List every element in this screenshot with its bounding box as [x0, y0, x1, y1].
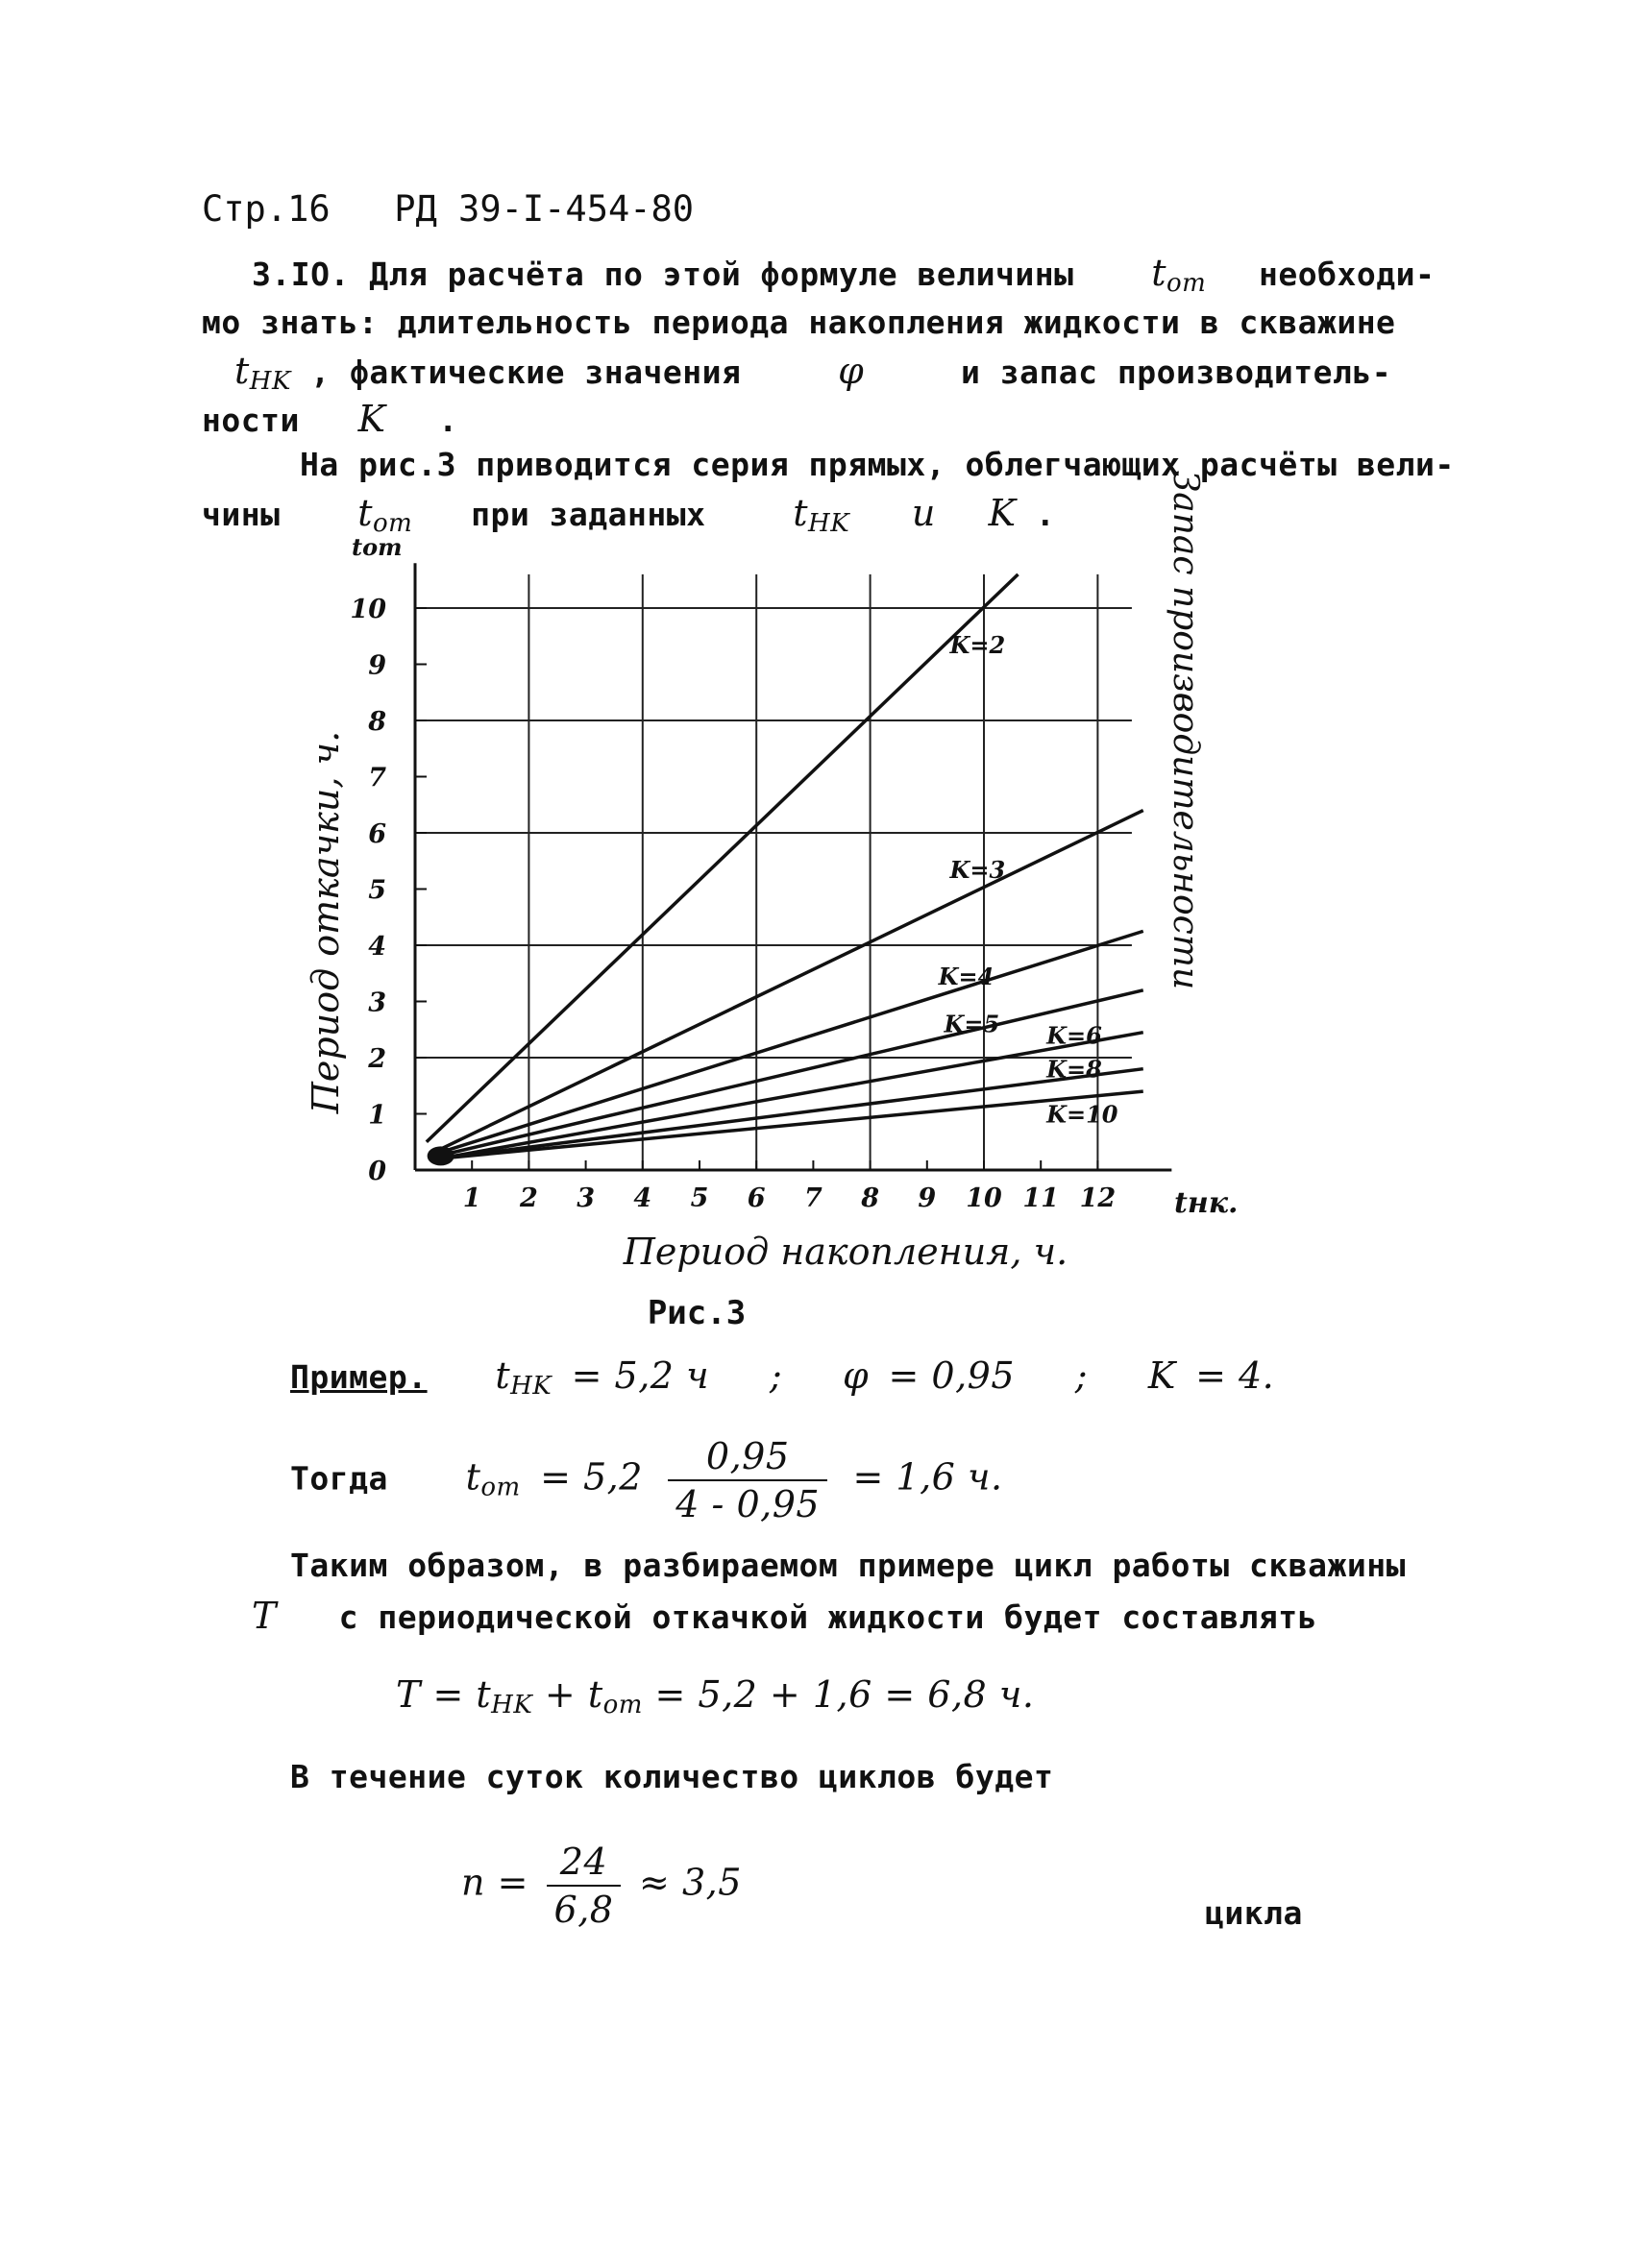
var-sub: om [602, 1691, 643, 1719]
result: ≈ 3,5 [639, 1861, 742, 1904]
var-phi: φ [838, 350, 865, 392]
var-sub: HK [510, 1372, 552, 1401]
y-tick-label: 2 [368, 1044, 386, 1074]
fraction [668, 1435, 827, 1525]
text: чины [202, 496, 281, 533]
separator: ; [1074, 1354, 1089, 1397]
equals: = [497, 1861, 528, 1904]
series-line-k-6 [438, 1033, 1143, 1159]
cycles-word [1205, 1894, 1303, 1932]
x-tick-label: 4 [633, 1183, 652, 1213]
y-tick-label: 9 [368, 650, 386, 681]
var-sub: om [1166, 269, 1207, 298]
text: цикла [1205, 1894, 1303, 1932]
y-axis-label: Период откачки, ч. [305, 730, 347, 1114]
x-axis-symbol: tнк. [1174, 1186, 1239, 1220]
figure-caption: Рис.3 [647, 1294, 747, 1332]
para-3-line-2 [252, 1595, 1317, 1637]
y-tick-label: 10 [350, 595, 386, 624]
then-label: Тогда [290, 1459, 388, 1498]
x-tick-label: 8 [861, 1183, 879, 1213]
text: . [438, 402, 458, 439]
series-label: K=4 [938, 962, 994, 990]
denominator: 4 - 0,95 [675, 1483, 821, 1525]
separator: ; [769, 1354, 783, 1397]
text: ности [202, 402, 300, 439]
var-t: t [495, 1354, 511, 1397]
series-line-k-10 [438, 1091, 1143, 1158]
y-tick-label: 4 [368, 932, 386, 962]
var-phi: φ [842, 1354, 870, 1397]
numerator: 0,95 [668, 1435, 827, 1481]
var-t: t [234, 350, 250, 392]
text: , фактические значения [310, 354, 742, 391]
chart-grid [415, 574, 1132, 1170]
right-label: Запас производительности [1166, 470, 1205, 990]
x-tick-label: 10 [966, 1183, 1002, 1213]
equation-rest: = 5,2 + 1,6 = 6,8 ч. [654, 1673, 1035, 1716]
x-tick-label: 1 [462, 1183, 481, 1213]
var-k: K [988, 492, 1017, 534]
text: На рис.3 приводится серия прямых, облегчающих расчёты вели- [300, 446, 1455, 483]
series-line-k-5 [438, 990, 1143, 1157]
var-t: t [476, 1673, 492, 1716]
origin-cluster [428, 1146, 454, 1165]
text: Таким образом, в разбираемом примере цикл работы скважины [290, 1547, 1406, 1584]
text: и запас производитель- [960, 354, 1392, 391]
x-tick-label: 9 [918, 1183, 937, 1213]
y-tick-label: 5 [368, 875, 386, 906]
fraction [547, 1841, 622, 1931]
series-label: K=2 [949, 630, 1006, 659]
x-tick-label: 11 [1022, 1183, 1059, 1213]
y-tick-label: 3 [368, 988, 386, 1018]
text: мо знать: длительность периода накопления жидкости в скважине [202, 304, 1396, 341]
x-tick-label: 6 [747, 1183, 766, 1213]
plus: + [544, 1673, 577, 1716]
document-code: РД 39-I-454-80 [394, 188, 695, 230]
y-tick-label: 7 [368, 763, 386, 793]
var-T: T [396, 1673, 421, 1716]
value: = 4. [1195, 1354, 1275, 1397]
var-k: K [357, 398, 386, 440]
series-label: K=3 [949, 855, 1006, 884]
series-label: K=8 [1046, 1055, 1102, 1084]
equals: = 5,2 [540, 1455, 643, 1499]
x-tick-label: 5 [690, 1183, 709, 1213]
var-k: K [1147, 1354, 1176, 1397]
y-axis-symbol: tom [352, 533, 403, 561]
var-t: t [587, 1673, 603, 1716]
chart-series [427, 574, 1143, 1165]
cycle-equation [396, 1673, 1035, 1719]
text: 3.IO. Для расчёта по этой формуле величины [252, 256, 1074, 293]
equals: = [432, 1673, 464, 1716]
y-tick-label: 8 [368, 707, 386, 737]
var-sub: HK [808, 509, 850, 538]
text: . [1035, 496, 1056, 533]
var-sub: HK [491, 1691, 533, 1719]
example-label: Пример. [290, 1358, 428, 1396]
page-number: Стр.16 [202, 188, 331, 230]
text: необходи- [1259, 256, 1436, 293]
text: при заданных [471, 496, 706, 533]
var-T: T [252, 1595, 277, 1637]
then-line [290, 1435, 1003, 1525]
var-t: t [465, 1455, 481, 1499]
series-label: K=10 [1046, 1100, 1118, 1129]
x-tick-label: 7 [804, 1183, 822, 1213]
x-tick-label: 2 [520, 1183, 538, 1213]
var-t: t [1151, 252, 1166, 294]
x-axis-label: Период накопления, ч. [623, 1231, 1068, 1273]
cycles-equation [461, 1841, 742, 1931]
text: с периодической откачкой жидкости будет составлять [338, 1598, 1317, 1636]
series-line-k-8 [438, 1069, 1143, 1159]
x-tick-label: 12 [1079, 1183, 1117, 1213]
series-label: K=5 [944, 1010, 1000, 1038]
numerator: 24 [547, 1841, 622, 1887]
x-tick-label: 3 [577, 1183, 595, 1213]
y-tick-label: 6 [368, 819, 386, 849]
value: = 5,2 ч [571, 1354, 710, 1397]
series-label: K=6 [1046, 1021, 1102, 1050]
y-tick-label: 1 [368, 1100, 386, 1131]
series-line-k-4 [438, 931, 1143, 1153]
para-3-line-1 [290, 1547, 1406, 1584]
denominator: 6,8 [553, 1889, 614, 1931]
conj: и [911, 492, 936, 534]
var-sub: om [373, 509, 413, 538]
var-t: t [357, 492, 374, 534]
var-t: t [793, 492, 809, 534]
y-tick-label: 0 [368, 1157, 386, 1186]
var-sub: om [480, 1473, 521, 1502]
text: В течение суток количество циклов будет [290, 1758, 1054, 1795]
value: = 0,95 [888, 1354, 1015, 1397]
result: = 1,6 ч. [852, 1455, 1003, 1499]
para-4-line-1 [290, 1758, 1053, 1795]
example-line [290, 1354, 1274, 1401]
var-n: n [461, 1861, 485, 1904]
var-sub: HK [249, 367, 291, 396]
